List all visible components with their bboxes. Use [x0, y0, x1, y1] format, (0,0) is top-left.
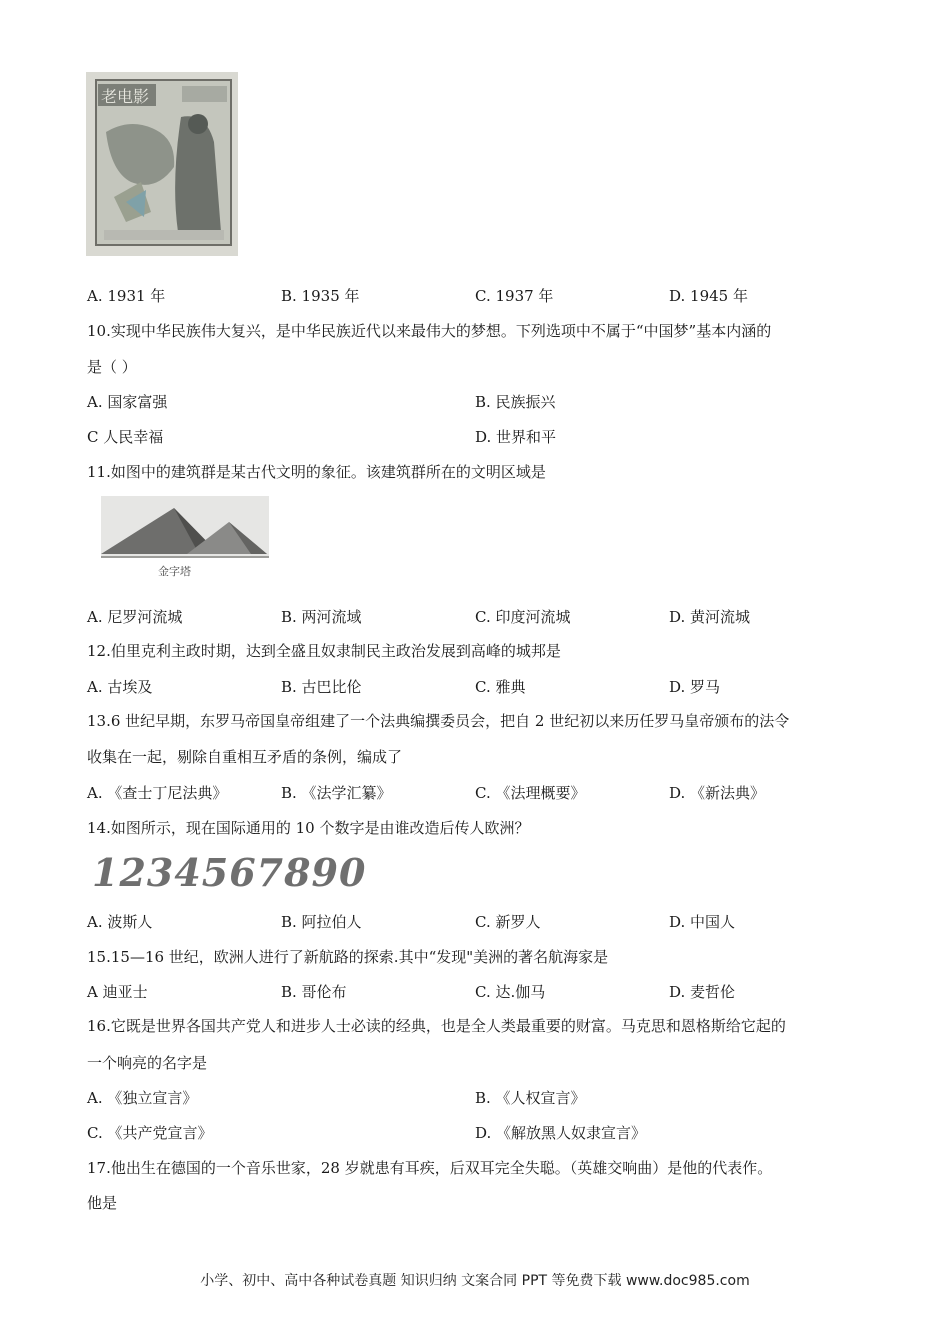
q17-stem-line1: 17.他出生在德国的一个音乐世家，28 岁就患有耳疾，后双耳完全失聪。（英雄交响曲）是他的代表作。 — [87, 1159, 773, 1177]
q13-stem-line2: 收集在一起，剔除自重相互矛盾的条例，编成了 — [87, 748, 403, 766]
q15-option-b[interactable]: B. 哥伦布 — [281, 983, 347, 1001]
q16-option-b[interactable]: B. 《人权宣言》 — [475, 1089, 586, 1107]
q14-stem-line1: 14.如图所示，现在国际通用的 10 个数字是由谁改造后传人欧洲？ — [87, 819, 530, 837]
q12-option-d[interactable]: D. 罗马 — [669, 678, 721, 696]
q16-stem-line1: 16.它既是世界各国共产党人和进步人士必读的经典，也是全人类最重要的财富。马克思和恩格斯给它起的 — [87, 1017, 786, 1035]
q9-poster-title: 老电影 — [101, 87, 150, 106]
q14-digits-image: 1234567890 — [92, 850, 367, 895]
q11-option-c[interactable]: C. 印度河流城 — [475, 608, 571, 626]
q14-option-a[interactable]: A. 波斯人 — [87, 913, 153, 931]
q15-option-d[interactable]: D. 麦哲伦 — [669, 983, 736, 1001]
q12-option-c[interactable]: C. 雅典 — [475, 678, 526, 696]
q16-option-a[interactable]: A. 《独立宣言》 — [87, 1089, 198, 1107]
q11-image-caption: 金字塔 — [158, 565, 191, 578]
q11-option-d[interactable]: D. 黄河流城 — [669, 608, 751, 626]
q10-option-b[interactable]: B. 民族振兴 — [475, 393, 556, 411]
q12-option-b[interactable]: B. 古巴比伦 — [281, 678, 362, 696]
q14-option-d[interactable]: D. 中国人 — [669, 913, 736, 931]
q10-option-a[interactable]: A. 国家富强 — [87, 393, 168, 411]
q13-stem-line1: 13.6 世纪早期，东罗马帝国皇帝组建了一个法典编撰委员会，把自 2 世纪初以来历任罗马皇帝颁布的法令 — [87, 712, 790, 730]
page-footer: 小学、初中、高中各种试卷真题 知识归纳 文案合同 PPT 等免费下载 www.doc985.com — [200, 1273, 750, 1289]
q16-stem-line2: 一个响亮的名字是 — [87, 1054, 208, 1072]
q10-option-d[interactable]: D. 世界和平 — [475, 428, 557, 446]
q14-option-c[interactable]: C. 新罗人 — [475, 913, 541, 931]
q10-option-c[interactable]: C 人民幸福 — [87, 428, 164, 446]
q13-option-d[interactable]: D. 《新法典》 — [669, 784, 766, 802]
q11-option-b[interactable]: B. 两河流域 — [281, 608, 362, 626]
q9-option-b[interactable]: B. 1935 年 — [281, 287, 360, 305]
q11-option-a[interactable]: A. 尼罗河流城 — [87, 608, 183, 626]
q9-option-a[interactable]: A. 1931 年 — [87, 287, 166, 305]
q11-stem-line1: 11.如图中的建筑群是某古代文明的象征。该建筑群所在的文明区域是 — [87, 463, 546, 481]
q17-stem-line2: 他是 — [87, 1194, 118, 1212]
q9-poster-image — [86, 72, 238, 256]
q12-stem-line1: 12.伯里克利主政时期，达到全盛且奴隶制民主政治发展到高峰的城邦是 — [87, 642, 561, 660]
q12-option-a[interactable]: A. 古埃及 — [87, 678, 153, 696]
q10-stem-line2: 是（ ） — [87, 358, 137, 376]
q15-stem-line1: 15.15—16 世纪，欧洲人进行了新航路的探索.其中“发现"美洲的著名航海家是 — [87, 948, 609, 966]
q13-option-c[interactable]: C. 《法理概要》 — [475, 784, 586, 802]
q9-option-c[interactable]: C. 1937 年 — [475, 287, 554, 305]
q15-option-c[interactable]: C. 达.伽马 — [475, 983, 546, 1001]
q9-option-d[interactable]: D. 1945 年 — [669, 287, 748, 305]
q13-option-a[interactable]: A. 《查士丁尼法典》 — [87, 784, 228, 802]
q13-option-b[interactable]: B. 《法学汇纂》 — [281, 784, 392, 802]
q14-option-b[interactable]: B. 阿拉伯人 — [281, 913, 362, 931]
q10-stem-line1: 10.实现中华民族伟大复兴，是中华民族近代以来最伟大的梦想。下列选项中不属于“中国梦”基本内涵的 — [87, 322, 772, 340]
q16-option-c[interactable]: C. 《共产党宣言》 — [87, 1124, 213, 1142]
q15-option-a[interactable]: A 迪亚士 — [87, 983, 148, 1001]
q16-option-d[interactable]: D. 《解放黑人奴隶宣言》 — [475, 1124, 647, 1142]
